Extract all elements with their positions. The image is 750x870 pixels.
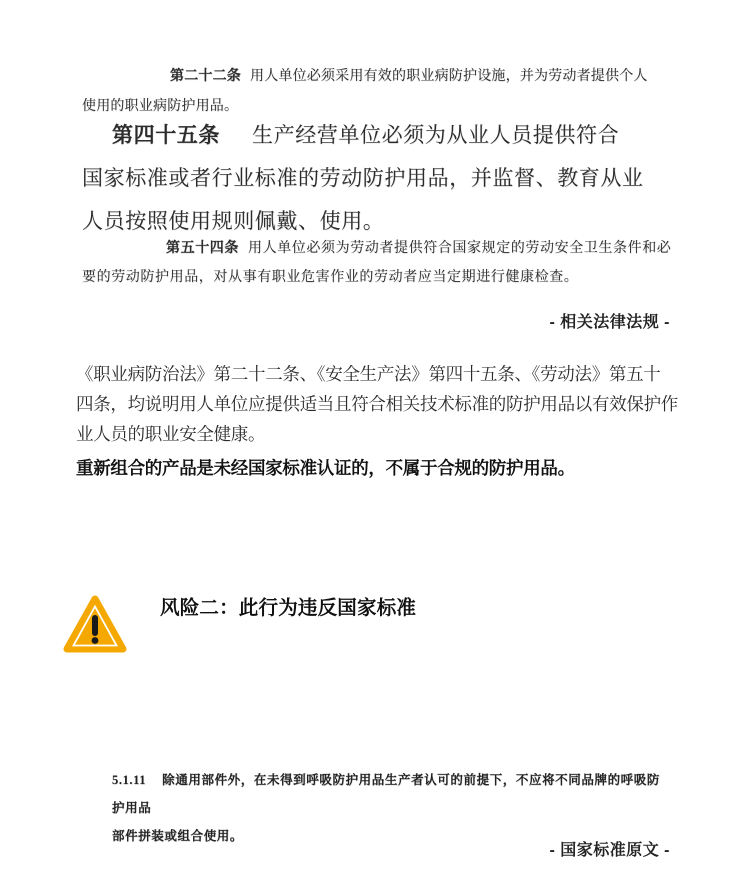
standard-excerpt (112, 766, 672, 850)
law-quote-article-45 (82, 114, 682, 243)
risk-section-title: 风险二：此行为违反国家标准 (160, 597, 417, 619)
analysis-paragraph (76, 359, 696, 449)
excerpt-line: 部件拼装或组合使用。 (112, 829, 244, 843)
quote-line (82, 114, 682, 157)
analysis-line: 业人员的职业安全健康。 (76, 424, 266, 444)
quote-line: 人员按照使用规则佩戴、使用。 (82, 209, 385, 233)
quote-line: 使用的职业病防护用品。 (82, 99, 239, 114)
quote-text: 用人单位必须为劳动者提供符合国家规定的劳动安全卫生条件和必 (248, 241, 672, 256)
quote-line: 要的劳动防护用品，对从事有职业危害作业的劳动者应当定期进行健康检查。 (82, 270, 579, 285)
clause-number: 5.1.11 (112, 773, 147, 787)
section-label-related-laws: - 相关法律法规 - (549, 314, 670, 331)
analysis-conclusion: 重新组合的产品是未经国家标准认证的，不属于合规的防护用品。 (76, 458, 575, 478)
quote-text: 用人单位必须采用有效的职业病防护设施，并为劳动者提供个人 (250, 69, 648, 84)
article-number: 第四十五条 (112, 123, 220, 147)
article-number: 第五十四条 (166, 241, 239, 256)
analysis-line: 《职业病防治法》第二十二条、《安全生产法》第四十五条、《劳动法》第五十 (76, 364, 661, 384)
quote-text: 生产经营单位必须为从业人员提供符合 (252, 123, 620, 147)
article-number: 第二十二条 (170, 69, 241, 84)
excerpt-text: 除通用部件外，在未得到呼吸防护用品生产者认可的前提下，不应将不同品牌的呼吸防护用品 (112, 773, 660, 815)
law-quote-article-54 (82, 234, 687, 292)
quote-line (82, 234, 687, 263)
analysis-line: 四条，均说明用人单位应提供适当且符合相关技术标准的防护用品以有效保护作 (76, 394, 678, 414)
law-quote-article-22 (82, 62, 682, 122)
warning-triangle-icon (63, 594, 127, 656)
quote-line: 国家标准或者行业标准的劳动防护用品，并监督、教育从业 (82, 166, 644, 190)
quote-line (82, 62, 682, 92)
excerpt-line (112, 766, 672, 822)
section-label-national-standard: - 国家标准原文 - (549, 842, 670, 859)
